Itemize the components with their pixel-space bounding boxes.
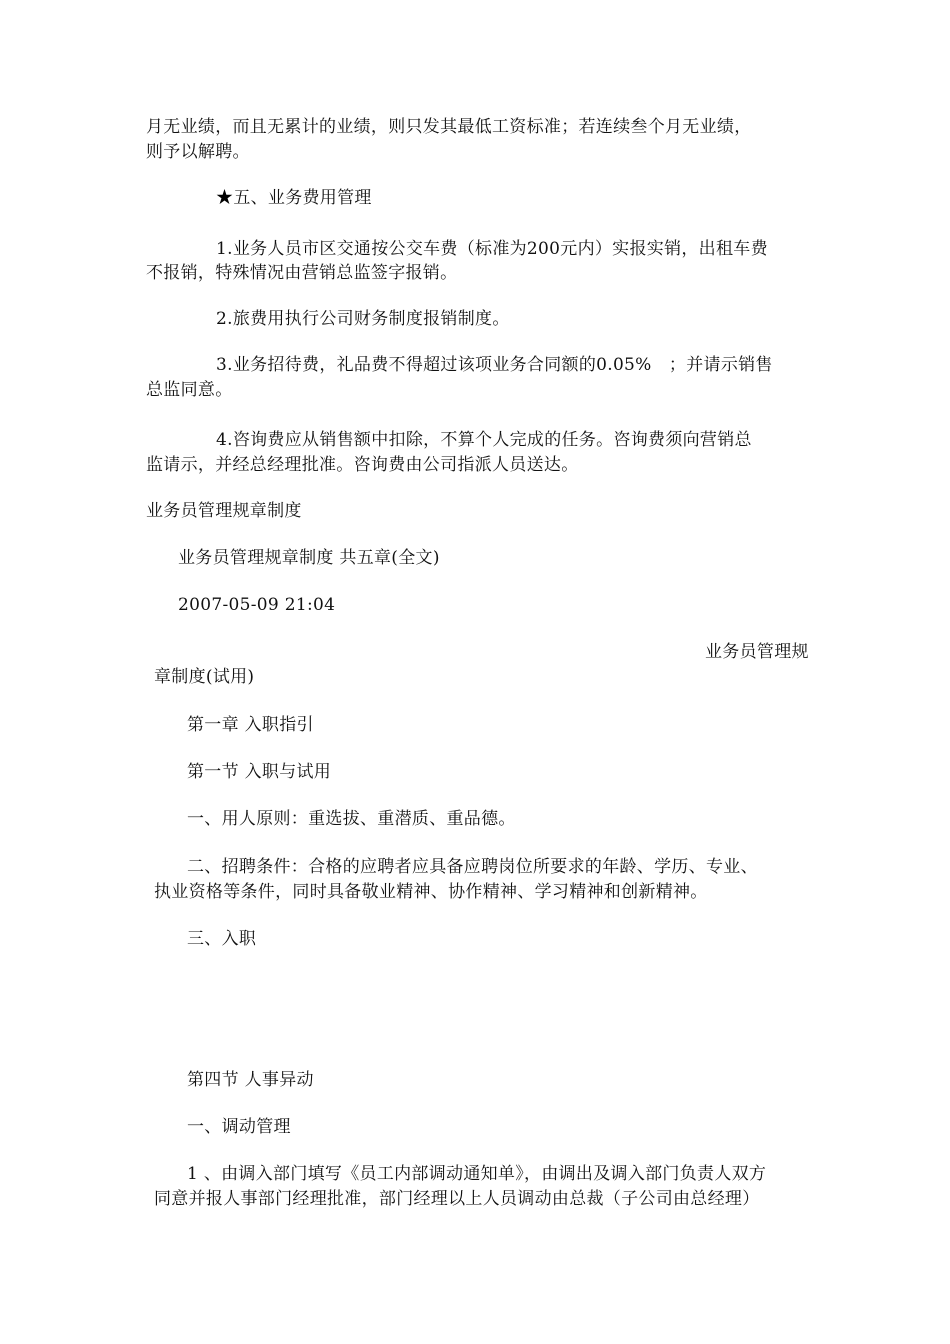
- list-item-line: 2.旅费用执行公司财务制度报销制度。: [216, 309, 510, 329]
- list-item-line: 1.业务人员市区交通按公交车费（标准为200元内）实报实销，出租车费: [216, 239, 768, 259]
- section-heading: 第一节 入职与试用: [187, 762, 332, 782]
- list-item-line: 监请示，并经总经理批准。咨询费由公司指派人员送达。: [146, 455, 579, 475]
- document-title: 业务员管理规: [705, 642, 809, 662]
- section-heading: [216, 186, 372, 210]
- paragraph-line: 一、调动管理: [187, 1117, 291, 1137]
- paragraph-line: 执业资格等条件，同时具备敬业精神、协作精神、学习精神和创新精神。: [154, 882, 708, 902]
- paragraph-line: 同意并报人事部门经理批准，部门经理以上人员调动由总裁（子公司由总经理）: [154, 1189, 760, 1209]
- paragraph-line: 则予以解聘。: [146, 142, 250, 162]
- paragraph-line: 二、招聘条件：合格的应聘者应具备应聘岗位所要求的年龄、学历、专业、: [187, 857, 758, 877]
- document-datetime: 2007-05-09 21:04: [178, 595, 336, 615]
- document-subtitle: 业务员管理规章制度 共五章(全文): [178, 548, 440, 568]
- chapter-heading: 第一章 入职指引: [187, 715, 314, 735]
- document-heading: 业务员管理规章制度: [146, 501, 302, 521]
- section-title: 五、业务费用管理: [233, 188, 372, 208]
- paragraph-line: 三、入职: [187, 929, 257, 949]
- paragraph-line: 1 、由调入部门填写《员工内部调动通知单》，由调出及调入部门负责人双方: [187, 1164, 767, 1184]
- star-icon: ★: [216, 188, 234, 208]
- section-heading: 第四节 人事异动: [187, 1070, 314, 1090]
- list-item-line: 不报销，特殊情况由营销总监签字报销。: [146, 263, 458, 283]
- paragraph-line: 月无业绩，而且无累计的业绩，则只发其最低工资标准；若连续叁个月无业绩，: [146, 117, 752, 137]
- document-title: 章制度(试用): [154, 667, 255, 687]
- list-item-line: 4.咨询费应从销售额中扣除，不算个人完成的任务。咨询费须向营销总: [216, 430, 752, 450]
- paragraph-line: 一、用人原则：重选拔、重潜质、重品德。: [187, 809, 516, 829]
- list-item-line: 总监同意。: [146, 380, 233, 400]
- list-item-line: 3.业务招待费，礼品费不得超过该项业务合同额的0.05% ；并请示销售: [216, 355, 773, 375]
